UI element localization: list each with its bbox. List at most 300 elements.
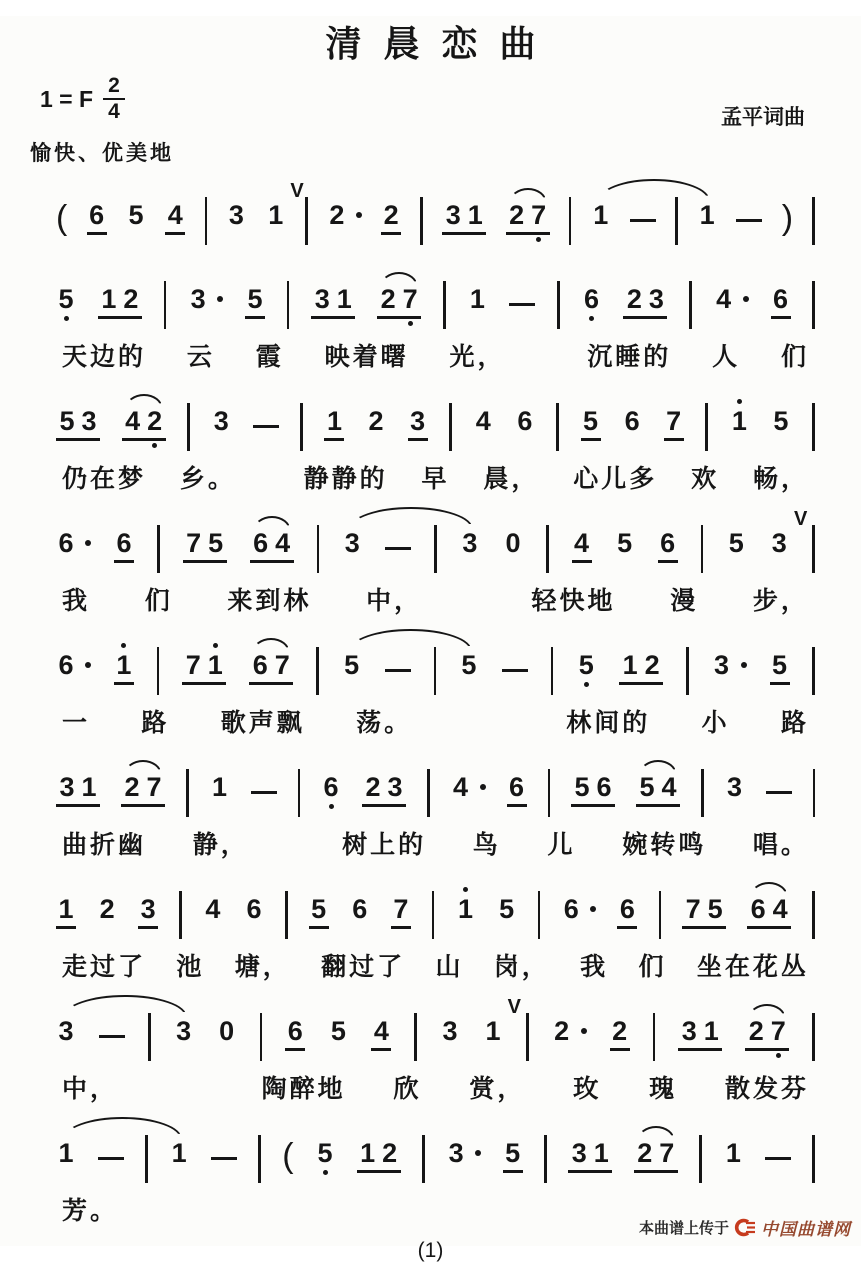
note-digit: 7 — [770, 1016, 786, 1046]
octave-dot-cell — [507, 807, 527, 816]
note-digit: 1 — [703, 1016, 719, 1046]
sheet-music-page — [0, 16, 861, 1262]
barline — [701, 769, 704, 817]
note-digit: 4 — [373, 1016, 389, 1046]
note-digit: 3 — [228, 200, 244, 230]
beam-group — [56, 397, 100, 450]
lyric-syllable: 婉转鸣 — [622, 832, 707, 859]
octave-dot-cell — [528, 235, 550, 244]
site-name: 中国曲谱网 — [761, 1220, 851, 1239]
note — [114, 519, 134, 572]
octave-dot-cell — [617, 929, 637, 938]
octave-dot-cell — [408, 441, 428, 450]
lyric-syllable: 小 — [701, 710, 730, 737]
lyric-syllable: 们 — [638, 954, 667, 981]
octave-dot-cell — [371, 1007, 391, 1016]
octave-dot-cell — [328, 1007, 348, 1016]
octave-dot-cell — [725, 802, 745, 811]
octave-dot-cell — [249, 685, 271, 694]
breath-mark: V — [793, 508, 808, 530]
barline — [298, 769, 301, 817]
note-digit: 7 — [659, 1138, 675, 1168]
note-digit: 5 — [330, 1016, 346, 1046]
note-digit: 2 — [748, 1016, 764, 1046]
octave-dot-cell — [56, 1046, 76, 1055]
notation-row — [56, 179, 815, 251]
note — [285, 1007, 305, 1060]
meta-row — [0, 71, 861, 129]
note — [581, 397, 601, 450]
note-digit: 6 — [253, 528, 269, 558]
duration-dash — [253, 425, 279, 428]
note-digit: 5 — [461, 650, 477, 680]
barline — [420, 197, 423, 245]
octave-dot-cell — [384, 807, 406, 816]
octave-dot-cell — [311, 319, 333, 328]
octave-dot-cell — [723, 1168, 743, 1177]
octave-dot-cell — [334, 191, 354, 200]
octave-dot-cell — [634, 1173, 656, 1182]
octave-dot-cell — [440, 1046, 460, 1055]
octave-dot-cell — [315, 1168, 335, 1177]
note-digit: 5 — [773, 406, 789, 436]
note-digit: 6 — [660, 528, 676, 558]
note-digit: 6 — [750, 894, 766, 924]
note-digit: 6 — [563, 894, 579, 924]
octave-dot-low — [408, 321, 413, 326]
octave-dot-cell — [590, 1173, 612, 1182]
barline — [422, 1135, 425, 1183]
lyric-syllable: 散发芬 — [724, 1076, 809, 1103]
octave-dot-cell — [204, 685, 226, 694]
octave-dot-cell — [503, 558, 523, 567]
breath-mark: V — [507, 996, 522, 1018]
note-digit: 7 — [186, 528, 202, 558]
octave-dot-cell — [610, 1051, 630, 1060]
note — [309, 885, 329, 938]
octave-dot-cell — [623, 275, 645, 284]
octave-dot-cell — [271, 685, 293, 694]
octave-dot-cell — [122, 441, 144, 450]
note-digit: 2 — [123, 284, 139, 314]
octave-dot-cell — [729, 436, 749, 445]
octave-dot-cell — [226, 230, 246, 239]
note — [451, 763, 486, 811]
octave-dot-cell — [64, 558, 84, 567]
note-digit: 3 — [344, 528, 360, 558]
lyric-syllable: 塘， — [234, 954, 291, 981]
barline — [316, 647, 319, 695]
octave-dot-cell — [719, 641, 739, 650]
octave-dot-low — [776, 1053, 781, 1058]
lyric-syllable: 树上的 — [342, 832, 427, 859]
octave-dot-low — [323, 1170, 328, 1175]
octave-dot-cell — [126, 230, 146, 239]
octave-dot-cell — [182, 685, 204, 694]
note-digit: 3 — [190, 284, 206, 314]
beam-group — [571, 763, 615, 816]
note-digit: 6 — [508, 772, 525, 802]
note-digit: 4 — [452, 772, 469, 802]
octave-dot-cell — [704, 885, 726, 894]
augmentation-dot — [581, 1028, 587, 1034]
octave-dot-cell — [399, 319, 421, 328]
note — [211, 397, 231, 445]
upload-note: 本曲谱上传于 — [638, 1220, 729, 1237]
octave-dot-cell — [324, 397, 344, 406]
lyric-syllable: 我 — [62, 588, 91, 615]
note-digit: 2 — [509, 200, 525, 230]
lyric-syllable: 天边的 — [62, 344, 147, 371]
octave-dot-cell — [64, 519, 84, 528]
key-signature — [40, 75, 125, 123]
octave-dot-cell — [87, 235, 107, 244]
octave-dot-cell — [144, 441, 166, 450]
duration-dash — [251, 791, 277, 794]
octave-dot-cell — [682, 885, 704, 894]
tie-arc — [63, 995, 187, 1017]
lyric-syllable: 仍在梦 — [62, 466, 147, 493]
note-digit: 2 — [368, 406, 384, 436]
note-digit: 2 — [124, 772, 140, 802]
octave-dot-cell — [582, 275, 602, 284]
octave-dot-cell — [311, 275, 333, 284]
note — [515, 397, 535, 445]
barline — [205, 197, 208, 245]
octave-dot-cell — [350, 885, 370, 894]
barline — [675, 197, 678, 245]
octave-dot-cell — [503, 1173, 523, 1182]
octave-dot-cell — [641, 685, 663, 694]
octave-dot-high — [463, 887, 468, 892]
lyric-syllable: 静静的 — [303, 466, 388, 493]
note-digit: 6 — [58, 650, 74, 680]
note-digit: 4 — [661, 772, 677, 802]
octave-dot-cell — [745, 1051, 767, 1060]
note-digit: 3 — [726, 772, 743, 802]
octave-dot-cell — [771, 275, 791, 284]
note-digit: 4 — [574, 528, 590, 558]
octave-dot-cell — [334, 230, 354, 239]
octave-dot-cell — [362, 807, 384, 816]
tie-arc — [63, 1117, 182, 1139]
octave-dot-cell — [473, 397, 493, 406]
octave-dot-cell — [245, 275, 265, 284]
octave-dot-high — [737, 399, 742, 404]
note-digit: 0 — [219, 1016, 235, 1046]
octave-dot-cell — [56, 929, 76, 938]
lyric-syllable: 芳。 — [62, 1198, 119, 1225]
barline — [705, 403, 708, 451]
site-logo-icon — [734, 1218, 756, 1237]
duration-dash — [766, 791, 792, 794]
octave-dot-cell — [78, 397, 100, 406]
note-digit: 1 — [699, 200, 715, 230]
octave-dot-cell — [266, 191, 286, 200]
octave-dot-cell — [210, 763, 230, 772]
octave-dot-cell — [459, 680, 479, 689]
barline — [701, 525, 704, 573]
lyric-syllable: 曲折幽 — [62, 832, 147, 859]
composer-credit: 孟平词曲 — [721, 105, 805, 129]
music-line-block — [0, 629, 861, 739]
octave-dot-cell — [342, 680, 362, 689]
notation-row — [56, 507, 815, 579]
octave-dot-cell — [619, 641, 641, 650]
augmentation-dot — [217, 296, 223, 302]
octave-dot-cell — [473, 436, 493, 445]
lyric-syllable: 映着曙 — [324, 344, 409, 371]
note-digit: 6 — [58, 528, 74, 558]
note-digit: 6 — [246, 894, 262, 924]
octave-dot-cell — [721, 314, 741, 323]
barline — [285, 891, 288, 939]
lyric-syllable: 欣 — [393, 1076, 422, 1103]
note-digit: 1 — [58, 1138, 74, 1168]
octave-dot-cell — [559, 1046, 579, 1055]
lyric-syllable: 霞 — [255, 344, 284, 371]
lyric-syllable: 陶醉地 — [261, 1076, 346, 1103]
octave-dot-cell — [572, 563, 592, 572]
note — [188, 275, 223, 323]
octave-dot-cell — [770, 685, 790, 694]
lyric-syllable: 欢 — [691, 466, 720, 493]
beam-group — [311, 275, 355, 328]
note-digit: 3 — [681, 1016, 697, 1046]
barline — [812, 525, 815, 573]
note — [582, 275, 602, 323]
octave-dot-cell — [678, 1007, 700, 1016]
lyric-row — [56, 581, 815, 617]
octave-dot-cell — [497, 885, 517, 894]
duration-dash — [502, 669, 528, 672]
octave-dot-cell — [97, 885, 117, 894]
octave-dot-cell — [379, 1173, 401, 1182]
octave-dot-cell — [226, 191, 246, 200]
note — [381, 191, 401, 244]
octave-dot-low — [584, 682, 589, 687]
note — [244, 885, 264, 933]
note-digit: 4 — [125, 406, 141, 436]
augmentation-dot — [356, 212, 362, 218]
barline — [186, 769, 189, 817]
octave-dot-cell — [636, 807, 658, 816]
augmentation-dot — [85, 540, 91, 546]
octave-dot-cell — [568, 1129, 590, 1138]
barline — [179, 891, 182, 939]
octave-dot-cell — [120, 319, 142, 328]
notation-row — [56, 751, 815, 823]
octave-dot-cell — [767, 1051, 789, 1060]
lyric-syllable: 中， — [366, 588, 423, 615]
lyric-syllable: 一 — [62, 710, 91, 737]
beam-group — [682, 885, 726, 938]
note-digit: 4 — [772, 894, 788, 924]
octave-dot-cell — [121, 807, 143, 816]
octave-dot-cell — [464, 191, 486, 200]
music-line-block — [0, 1117, 861, 1227]
note — [615, 519, 635, 567]
note — [771, 397, 791, 445]
lyric-syllable: 池 — [176, 954, 205, 981]
barline — [653, 1013, 656, 1061]
note — [408, 397, 428, 450]
tie-arc — [598, 179, 710, 201]
note — [725, 763, 745, 811]
barline — [812, 891, 815, 939]
barline — [317, 525, 320, 573]
note-digit: 6 — [252, 650, 268, 680]
octave-dot-cell — [381, 191, 401, 200]
octave-dot-cell — [515, 436, 535, 445]
barline — [443, 281, 446, 329]
barline — [526, 1013, 529, 1061]
notation-row — [56, 873, 815, 945]
octave-dot-cell — [440, 1007, 460, 1016]
beam-group — [98, 275, 142, 328]
duration-dash — [211, 1157, 237, 1160]
note-digit: 5 — [771, 650, 788, 680]
octave-dot-cell — [770, 641, 790, 650]
note-digit: 3 — [59, 772, 75, 802]
barline — [812, 197, 815, 245]
lyric-syllable: 翻过了 — [321, 954, 406, 981]
octave-dot-cell — [211, 397, 231, 406]
octave-dot-cell — [371, 1051, 391, 1060]
octave-dot-cell — [366, 397, 386, 406]
octave-dot-cell — [362, 763, 384, 772]
lyric-syllable: 坐在花丛 — [696, 954, 809, 981]
octave-dot-cell — [64, 641, 84, 650]
octave-dot-cell — [56, 397, 78, 406]
note-digit: 1 — [622, 650, 638, 680]
octave-dot-cell — [615, 558, 635, 567]
note — [371, 1007, 391, 1060]
barline — [557, 281, 560, 329]
note — [245, 275, 265, 328]
note-digit: 7 — [146, 772, 162, 802]
note-digit: 2 — [99, 894, 115, 924]
barline — [258, 1135, 261, 1183]
octave-dot-cell — [704, 929, 726, 938]
note-digit: 5 — [574, 772, 590, 802]
note-digit: 7 — [685, 894, 701, 924]
barline — [148, 1013, 151, 1061]
octave-dot-cell — [272, 563, 294, 572]
octave-dot-cell — [615, 519, 635, 528]
note — [483, 996, 522, 1055]
beam-group — [183, 519, 227, 572]
octave-dot-cell — [217, 1007, 237, 1016]
note-digit: 1 — [207, 650, 223, 680]
barline — [689, 281, 692, 329]
note-digit: 5 — [59, 406, 75, 436]
lyric-syllable: 光， — [449, 344, 506, 371]
barline — [287, 281, 290, 329]
barline — [812, 1135, 815, 1183]
note-digit: 2 — [380, 284, 396, 314]
octave-dot-cell — [183, 563, 205, 572]
note-digit: 3 — [213, 406, 229, 436]
octave-dot-cell — [98, 319, 120, 328]
note-digit: 1 — [593, 1138, 609, 1168]
music-line-block — [0, 873, 861, 983]
lyric-syllable: 云 — [186, 344, 215, 371]
lyric-syllable: 唱。 — [752, 832, 809, 859]
lyric-syllable: 儿 — [547, 832, 576, 859]
note-digit: 3 — [140, 894, 156, 924]
note — [56, 519, 91, 567]
note — [328, 1007, 348, 1055]
barline — [432, 891, 435, 939]
octave-dot-cell — [581, 397, 601, 406]
note — [610, 1007, 630, 1060]
lyric-syllable: 我 — [580, 954, 609, 981]
octave-dot-high — [213, 643, 218, 648]
octave-dot-cell — [571, 807, 593, 816]
octave-dot-cell — [328, 1046, 348, 1055]
octave-dot-cell — [120, 275, 142, 284]
octave-dot-cell — [700, 1051, 722, 1060]
note-digit: 2 — [554, 1016, 570, 1046]
barline — [812, 1013, 815, 1061]
octave-dot-cell — [576, 641, 596, 650]
augmentation-dot — [741, 662, 747, 668]
note — [138, 885, 158, 938]
octave-dot-cell — [182, 641, 204, 650]
note-digit: 1 — [81, 772, 97, 802]
note-digit: 6 — [323, 772, 339, 802]
octave-dot-cell — [408, 397, 428, 406]
notation-row — [56, 263, 815, 335]
note-digit: 1 — [731, 406, 747, 436]
lyric-syllable: 岗， — [493, 954, 550, 981]
lyric-syllable: 荡。 — [356, 710, 413, 737]
note — [503, 519, 523, 567]
lyric-syllable: 路 — [780, 710, 809, 737]
note — [723, 1129, 743, 1177]
octave-dot-cell — [619, 685, 641, 694]
octave-dot-cell — [366, 436, 386, 445]
barline — [546, 525, 549, 573]
note-digit: 1 — [467, 200, 483, 230]
octave-dot-cell — [593, 763, 615, 772]
note — [126, 191, 146, 239]
octave-dot-cell — [196, 275, 216, 284]
music-line-block — [0, 995, 861, 1105]
octave-dot-cell — [98, 275, 120, 284]
octave-dot-cell — [581, 441, 601, 450]
note — [97, 885, 117, 933]
duration-dash — [385, 547, 411, 550]
note-digit: 5 — [311, 894, 327, 924]
octave-dot-cell — [309, 929, 329, 938]
octave-dot-cell — [507, 763, 527, 772]
lyric-syllable: 乡。 — [179, 466, 236, 493]
note-digit: 6 — [287, 1016, 303, 1046]
note-digit: 6 — [596, 772, 612, 802]
note-digit: 6 — [116, 528, 132, 558]
octave-dot-cell — [138, 885, 158, 894]
lyric-syllable: 静， — [192, 832, 249, 859]
octave-dot-cell — [138, 929, 158, 938]
octave-dot-cell — [664, 397, 684, 406]
octave-dot-cell — [497, 924, 517, 933]
note-digit: 1 — [211, 772, 228, 802]
note-digit: 3 — [81, 406, 97, 436]
note — [770, 641, 790, 694]
note — [446, 1129, 481, 1177]
